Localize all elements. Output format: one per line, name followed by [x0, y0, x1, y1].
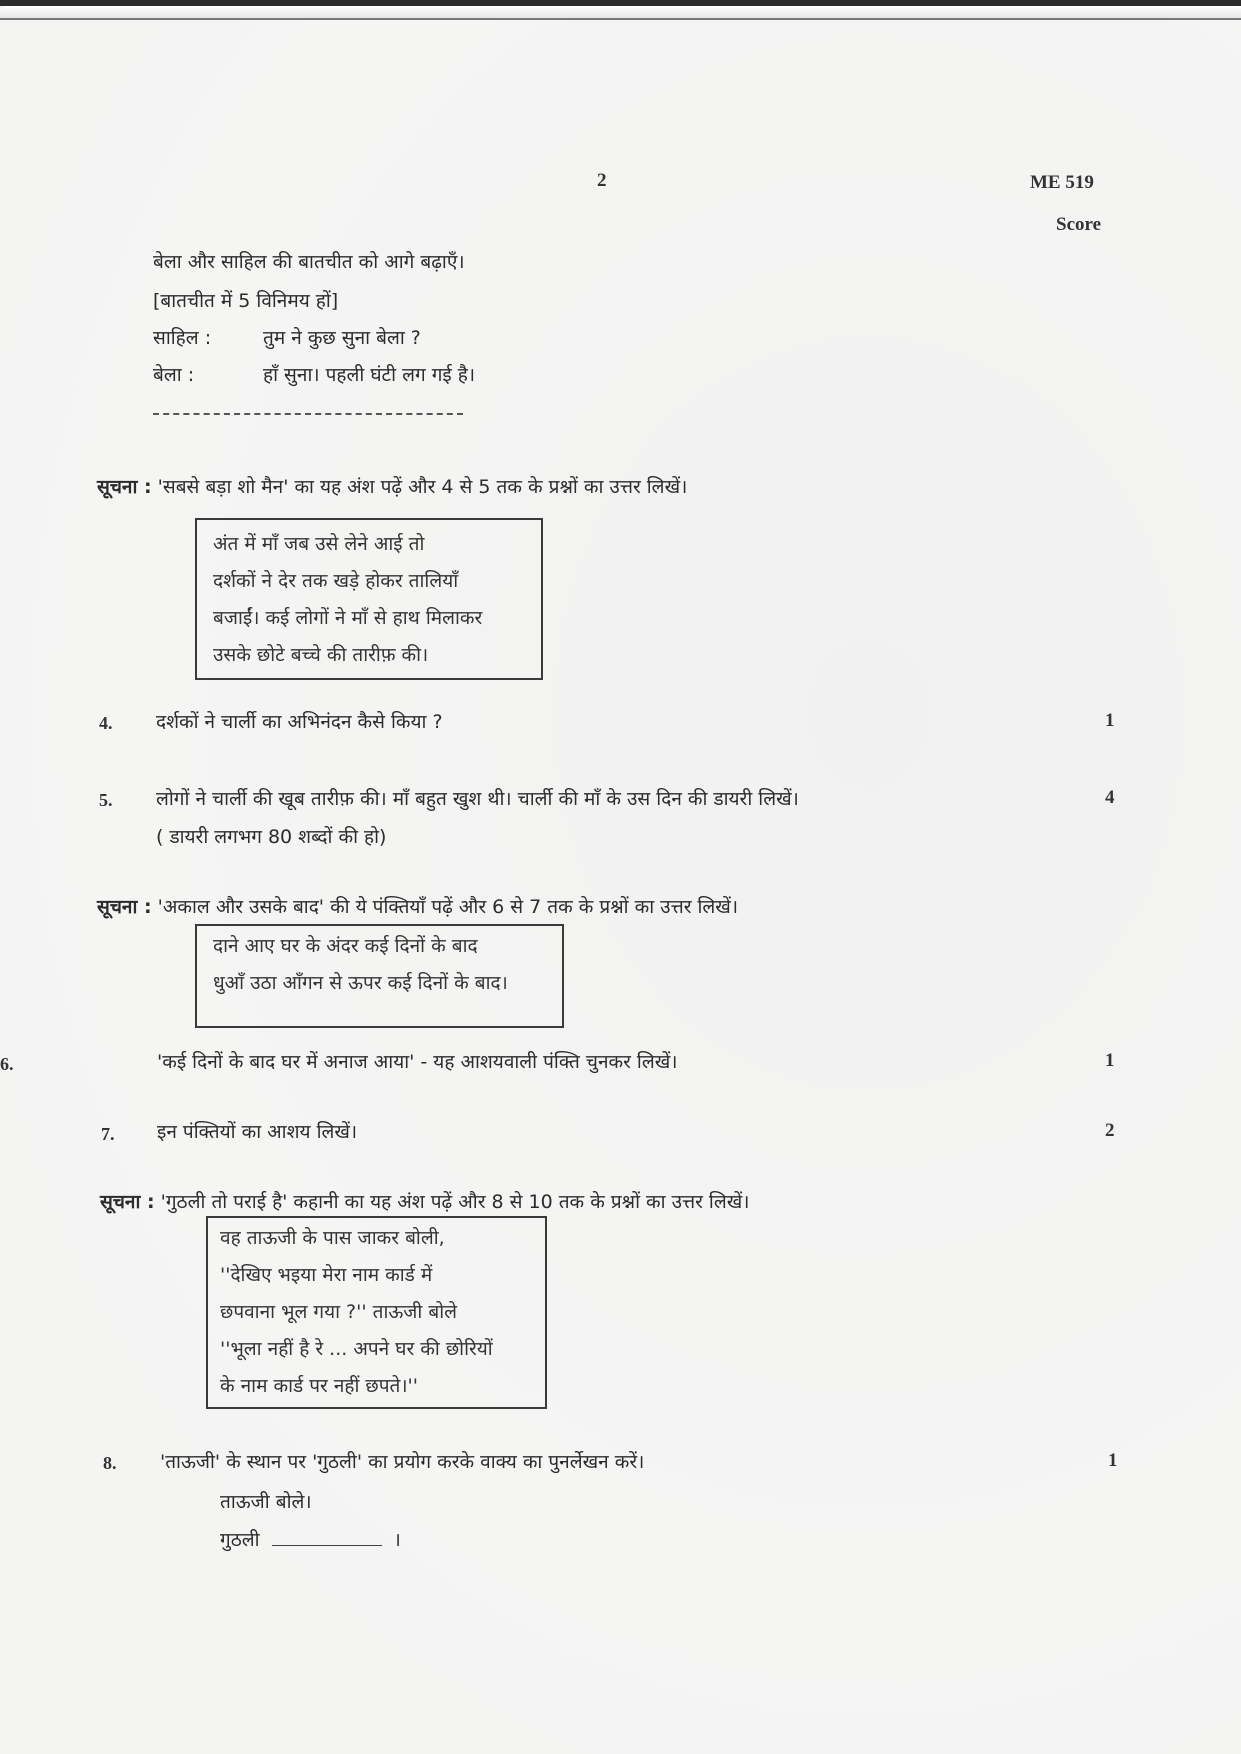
passage-line: वह ताऊजी के पास जाकर बोली,: [220, 1227, 445, 1249]
dialogue-line-1: [153, 326, 421, 350]
continuation-dashed-line: [153, 413, 463, 415]
question-6-text: 'कई दिनों के बाद घर में अनाज आया' - यह आशयवाली पंक्ति चुनकर लिखें।: [157, 1051, 678, 1073]
question-5-text: लोगों ने चार्ली की खूब तारीफ़ की। माँ बहुत खुश थी। चार्ली की माँ के उस दिन की डायरी लिखें।: [156, 788, 799, 810]
answer-prefix: गुठली: [220, 1529, 260, 1551]
question-8-text: 'ताऊजी' के स्थान पर 'गुठली' का प्रयोग करके वाक्य का पुनर्लेखन करें।: [160, 1451, 645, 1473]
question-8-score: 1: [1108, 1450, 1118, 1471]
section-1-instruction: [97, 475, 687, 499]
passage-box-3: [206, 1216, 547, 1409]
passage-line: छपवाना भूल गया ?'' ताऊजी बोले: [220, 1301, 458, 1323]
question-8-answer-line: [220, 1528, 401, 1552]
passage-box-2: [195, 924, 564, 1028]
question-4-number: 4.: [99, 713, 113, 733]
question-5-number: 5.: [99, 790, 113, 810]
note-label: सूचना :: [97, 896, 152, 918]
question-7-text: इन पंक्तियों का आशय लिखें।: [157, 1121, 358, 1143]
passage-line: बजाईं। कई लोगों ने माँ से हाथ मिलाकर: [213, 607, 483, 629]
question-6-score: 1: [1105, 1050, 1115, 1071]
exam-page: [0, 20, 1241, 1754]
dialogue-text: तुम ने कुछ सुना बेला ?: [263, 327, 421, 349]
dialogue-instruction: बेला और साहिल की बातचीत को आगे बढ़ाएँ।: [153, 251, 465, 273]
question-8-example: ताऊजी बोले।: [220, 1491, 312, 1513]
question-4-score: 1: [1105, 710, 1115, 731]
answer-suffix: ।: [393, 1529, 401, 1551]
paper-code: ME 519: [1030, 172, 1094, 193]
passage-line: अंत में माँ जब उसे लेने आई तो: [213, 533, 425, 555]
speaker-name: साहिल :: [153, 327, 212, 349]
question-5-score: 4: [1105, 787, 1115, 808]
dialogue-text: हाँ सुना। पहली घंटी लग गई है।: [263, 364, 476, 386]
note-text: 'अकाल और उसके बाद' की ये पंक्तियाँ पढ़ें और 6 से 7 तक के प्रश्नों का उत्तर लिखें।: [157, 896, 739, 918]
speaker-name: बेला :: [153, 364, 195, 386]
note-label: सूचना :: [97, 476, 152, 498]
note-text: 'गुठली तो पराई है' कहानी का यह अंश पढ़ें और 8 से 10 तक के प्रश्नों का उत्तर लिखें।: [160, 1191, 750, 1213]
passage-line: के नाम कार्ड पर नहीं छपते।'': [220, 1375, 419, 1397]
passage-line: ''भूला नहीं है रे ... अपने घर की छोरियों: [220, 1338, 493, 1360]
question-8-number: 8.: [103, 1453, 117, 1473]
passage-line: धुआँ उठा आँगन से ऊपर कई दिनों के बाद।: [213, 972, 508, 994]
answer-blank[interactable]: [272, 1545, 382, 1546]
question-7-number: 7.: [101, 1124, 115, 1144]
note-text: 'सबसे बड़ा शो मैन' का यह अंश पढ़ें और 4 से 5 तक के प्रश्नों का उत्तर लिखें।: [157, 476, 688, 498]
dialogue-note: [बातचीत में 5 विनिमय हों]: [153, 290, 339, 312]
score-header: Score: [1056, 214, 1102, 235]
page-number: 2: [597, 170, 607, 191]
passage-line: दाने आए घर के अंदर कई दिनों के बाद: [213, 935, 478, 957]
dialogue-line-2: [153, 363, 475, 387]
section-2-instruction: [97, 895, 738, 919]
note-label: सूचना :: [100, 1191, 155, 1213]
passage-line: ''देखिए भइया मेरा नाम कार्ड में: [220, 1264, 433, 1286]
section-3-instruction: [100, 1190, 749, 1214]
question-4-text: दर्शकों ने चार्ली का अभिनंदन कैसे किया ?: [156, 711, 443, 733]
scan-top-strip: [0, 6, 1241, 20]
question-7-score: 2: [1105, 1120, 1115, 1141]
passage-box-1: [195, 518, 543, 680]
passage-line: उसके छोटे बच्चे की तारीफ़ की।: [213, 644, 429, 666]
question-5-subtext: ( डायरी लगभग 80 शब्दों की हो): [156, 826, 387, 848]
passage-line: दर्शकों ने देर तक खड़े होकर तालियाँ: [213, 570, 459, 592]
question-6-number: 6.: [0, 1054, 14, 1074]
